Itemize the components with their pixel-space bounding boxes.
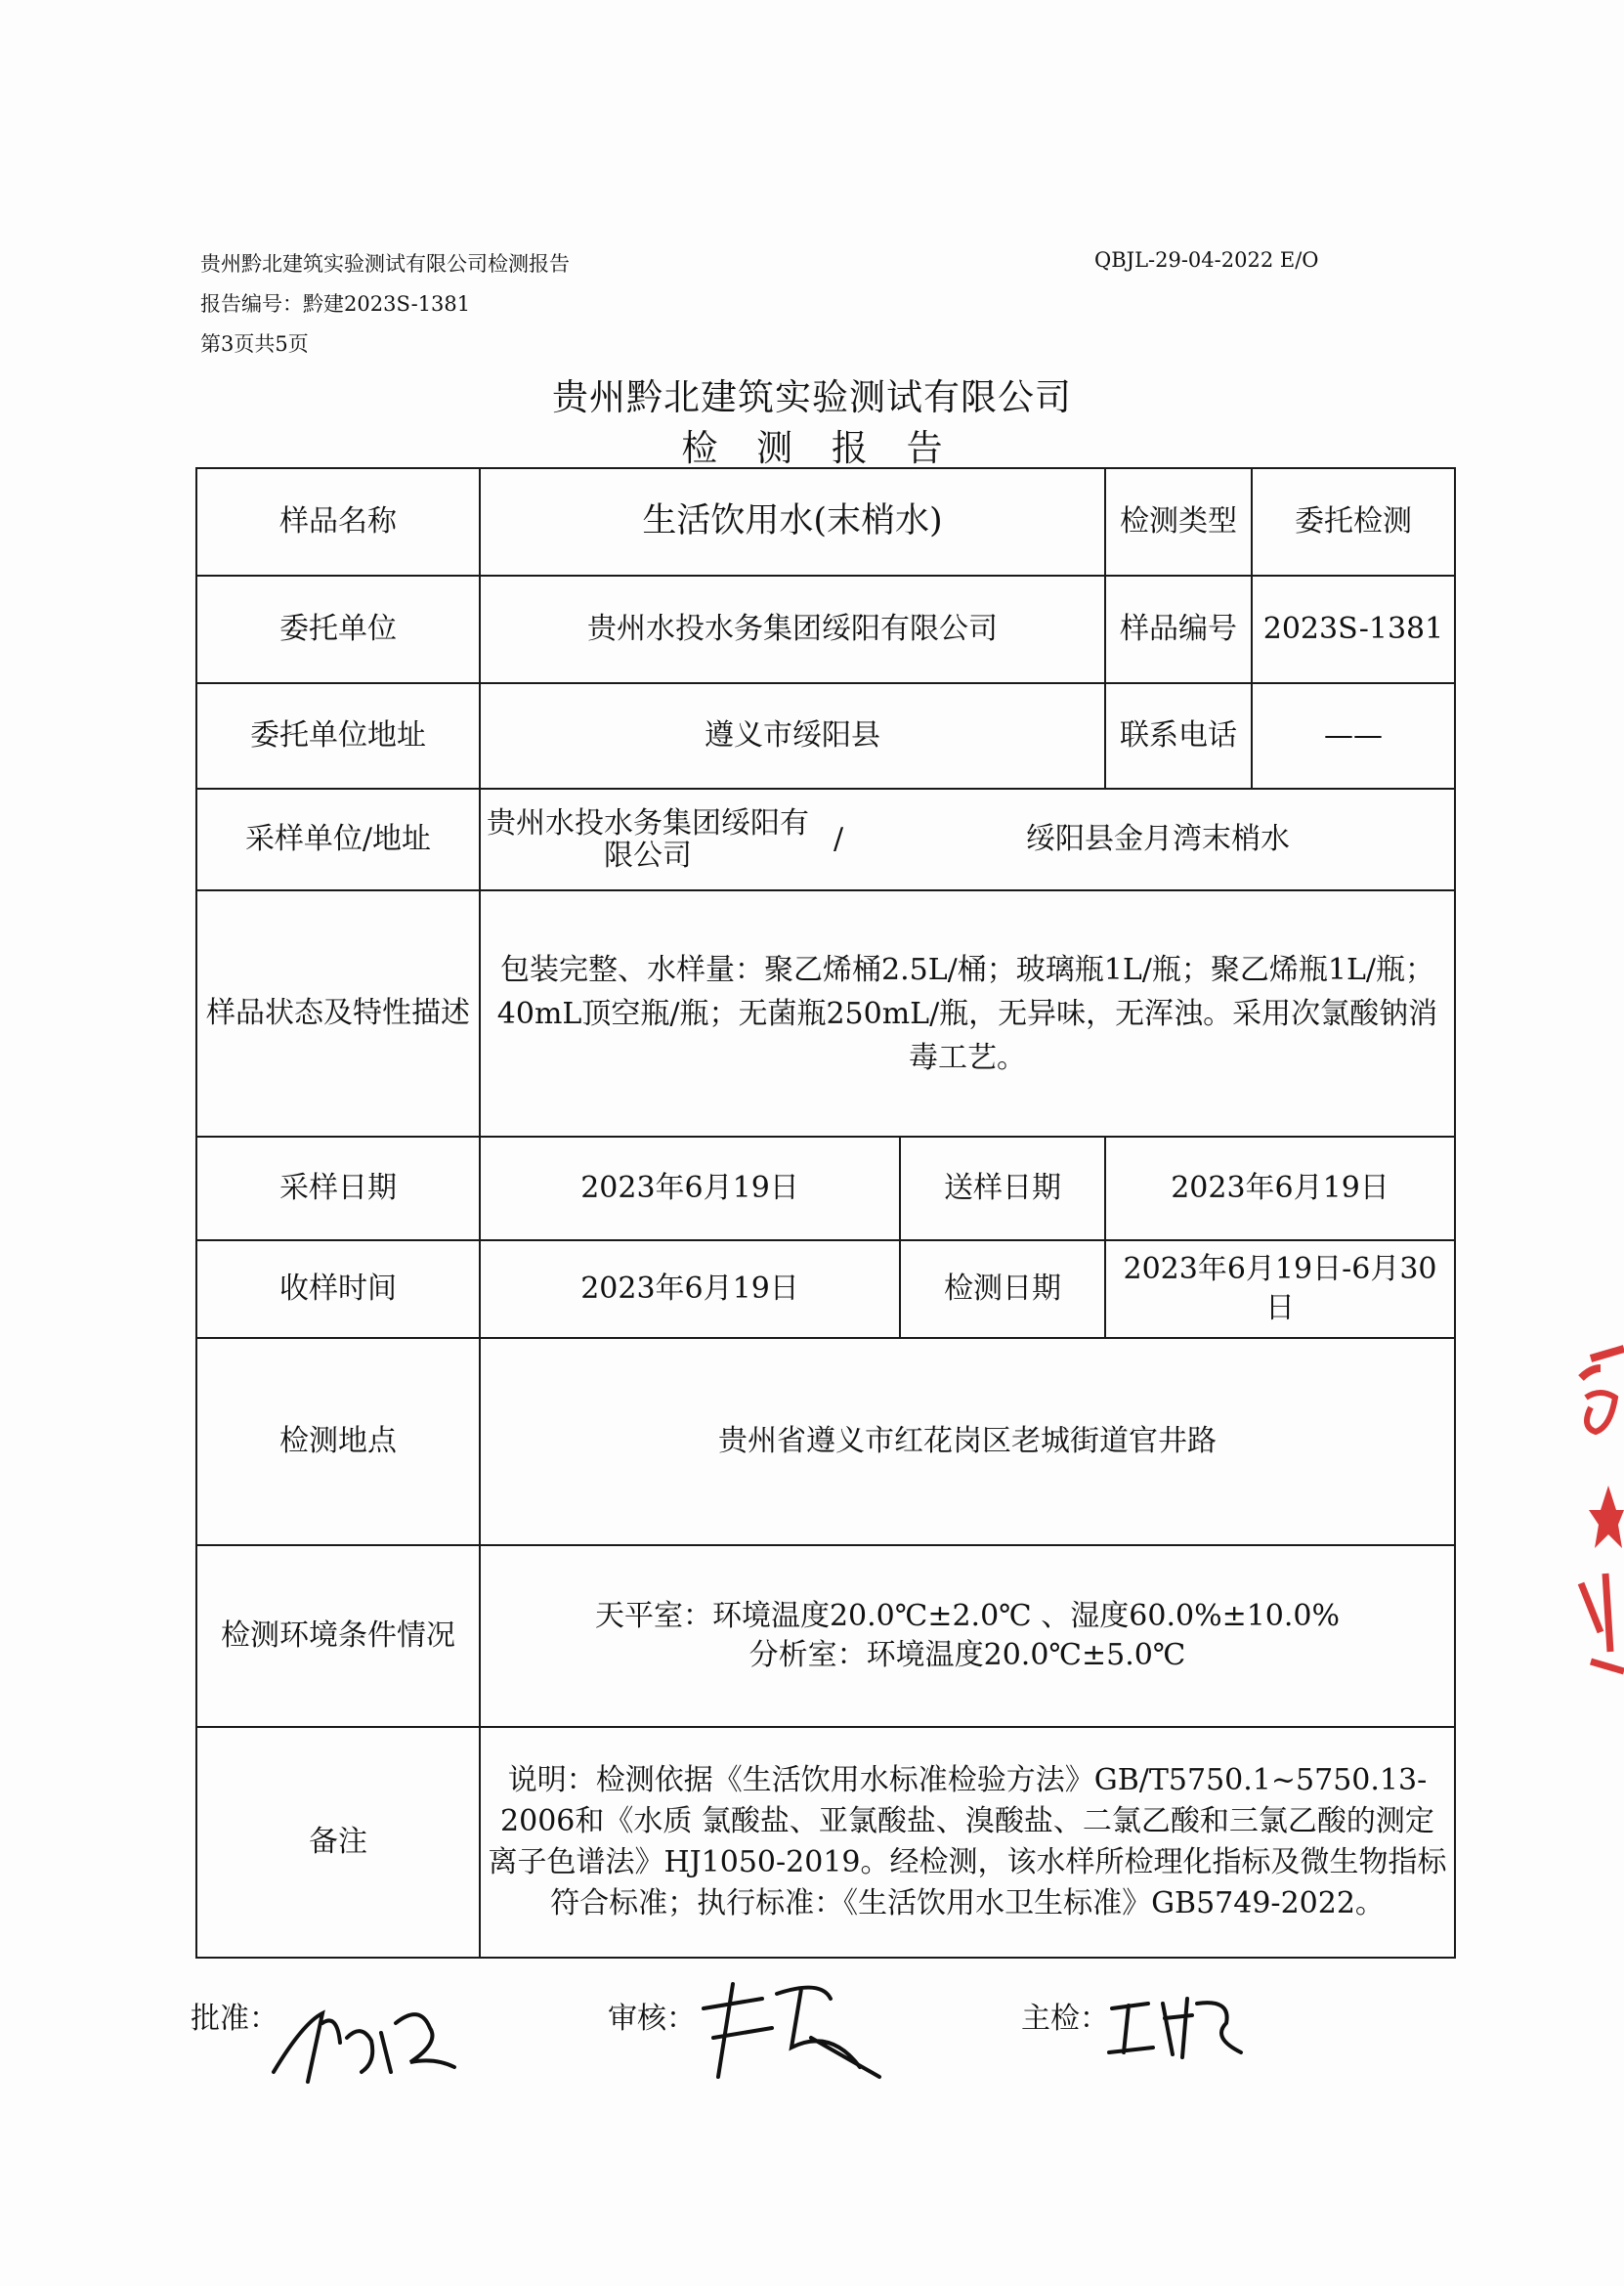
inspect-label: 主检： bbox=[1021, 2002, 1109, 2036]
table-row bbox=[196, 1338, 1455, 1545]
sampling-date-value: 2023年6月19日 bbox=[480, 1137, 900, 1240]
sampler-cell bbox=[480, 789, 1455, 890]
review-label: 审核： bbox=[608, 2002, 696, 2036]
table-row bbox=[196, 468, 1455, 576]
table-row bbox=[196, 683, 1455, 789]
form-code: QBJL-29-04-2022 E/O bbox=[1094, 248, 1319, 272]
table-row bbox=[196, 1545, 1455, 1727]
company-title: 贵州黔北建筑实验测试有限公司 bbox=[552, 376, 1072, 418]
table-row bbox=[196, 789, 1455, 890]
sample-name-value: 生活饮用水(末梢水) bbox=[480, 468, 1105, 576]
client-address-value: 遵义市绥阳县 bbox=[480, 683, 1105, 789]
sampler-label: 采样单位/地址 bbox=[196, 789, 480, 890]
sampler-org: 贵州水投水务集团绥阳有限公司 bbox=[487, 806, 809, 873]
location-value: 贵州省遵义市红花岗区老城街道官井路 bbox=[480, 1338, 1455, 1545]
sampler-address: 绥阳县金月湾末梢水 bbox=[1026, 821, 1290, 856]
client-address-label: 委托单位地址 bbox=[196, 683, 480, 789]
receipt-time-value: 2023年6月19日 bbox=[480, 1240, 900, 1338]
report-number: 报告编号：黔建2023S-1381 bbox=[200, 292, 471, 316]
approve-signature bbox=[264, 1984, 469, 2092]
sample-no-label: 样品编号 bbox=[1105, 576, 1252, 683]
delivery-date-label: 送样日期 bbox=[900, 1137, 1105, 1240]
table-row bbox=[196, 1727, 1455, 1958]
company-stamp bbox=[1561, 1339, 1624, 1691]
report-table bbox=[195, 467, 1456, 1959]
sampler-separator: / bbox=[833, 821, 844, 856]
table-row bbox=[196, 1240, 1455, 1338]
table-row bbox=[196, 1137, 1455, 1240]
table-row bbox=[196, 890, 1455, 1137]
document-title: 检 测 报 告 bbox=[681, 427, 943, 469]
remark-value: 说明：检测依据《生活饮用水标准检验方法》GB/T5750.1~5750.13-2006和《水质 氯酸盐、亚氯酸盐、溴酸盐、二氯乙酸和三氯乙酸的测定 离子色谱法》HJ1050-2019。经检测，该水样所检理化指标及微生物指标符合标准；执行标准：《生活饮用水卫生标准》GB5749-2022。 bbox=[480, 1727, 1455, 1958]
client-label: 委托单位 bbox=[196, 576, 480, 683]
report-header-company: 贵州黔北建筑实验测试有限公司检测报告 bbox=[200, 252, 570, 276]
environment-cell bbox=[480, 1545, 1455, 1727]
environment-label: 检测环境条件情况 bbox=[196, 1545, 480, 1727]
status-label: 样品状态及特性描述 bbox=[196, 890, 480, 1137]
inspect-signature bbox=[1104, 1984, 1251, 2072]
phone-label: 联系电话 bbox=[1105, 683, 1252, 789]
status-value: 包装完整、水样量：聚乙烯桶2.5L/桶；玻璃瓶1L/瓶；聚乙烯瓶1L/瓶；40mL顶空瓶/瓶；无菌瓶250mL/瓶，无异味，无浑浊。采用次氯酸钠消毒工艺。 bbox=[480, 890, 1455, 1137]
sampling-date-label: 采样日期 bbox=[196, 1137, 480, 1240]
location-label: 检测地点 bbox=[196, 1338, 480, 1545]
table-row bbox=[196, 576, 1455, 683]
approve-label: 批准： bbox=[191, 2002, 278, 2036]
receipt-time-label: 收样时间 bbox=[196, 1240, 480, 1338]
sample-name-label: 样品名称 bbox=[196, 468, 480, 576]
client-value: 贵州水投水务集团绥阳有限公司 bbox=[480, 576, 1105, 683]
remark-label: 备注 bbox=[196, 1727, 480, 1958]
delivery-date-value: 2023年6月19日 bbox=[1105, 1137, 1455, 1240]
environment-line-balance: 天平室：环境温度20.0℃±2.0℃ 、湿度60.0%±10.0% bbox=[594, 1598, 1341, 1633]
test-type-label: 检测类型 bbox=[1105, 468, 1252, 576]
environment-line-analysis: 分析室：环境温度20.0℃±5.0℃ bbox=[748, 1638, 1186, 1672]
phone-value: —— bbox=[1252, 683, 1455, 789]
test-date-value: 2023年6月19日-6月30日 bbox=[1105, 1240, 1455, 1338]
test-date-label: 检测日期 bbox=[900, 1240, 1105, 1338]
review-signature bbox=[684, 1969, 889, 2096]
page-indicator: 第3页共5页 bbox=[200, 332, 309, 356]
test-type-value: 委托检测 bbox=[1252, 468, 1455, 576]
sample-no-value: 2023S-1381 bbox=[1252, 576, 1455, 683]
